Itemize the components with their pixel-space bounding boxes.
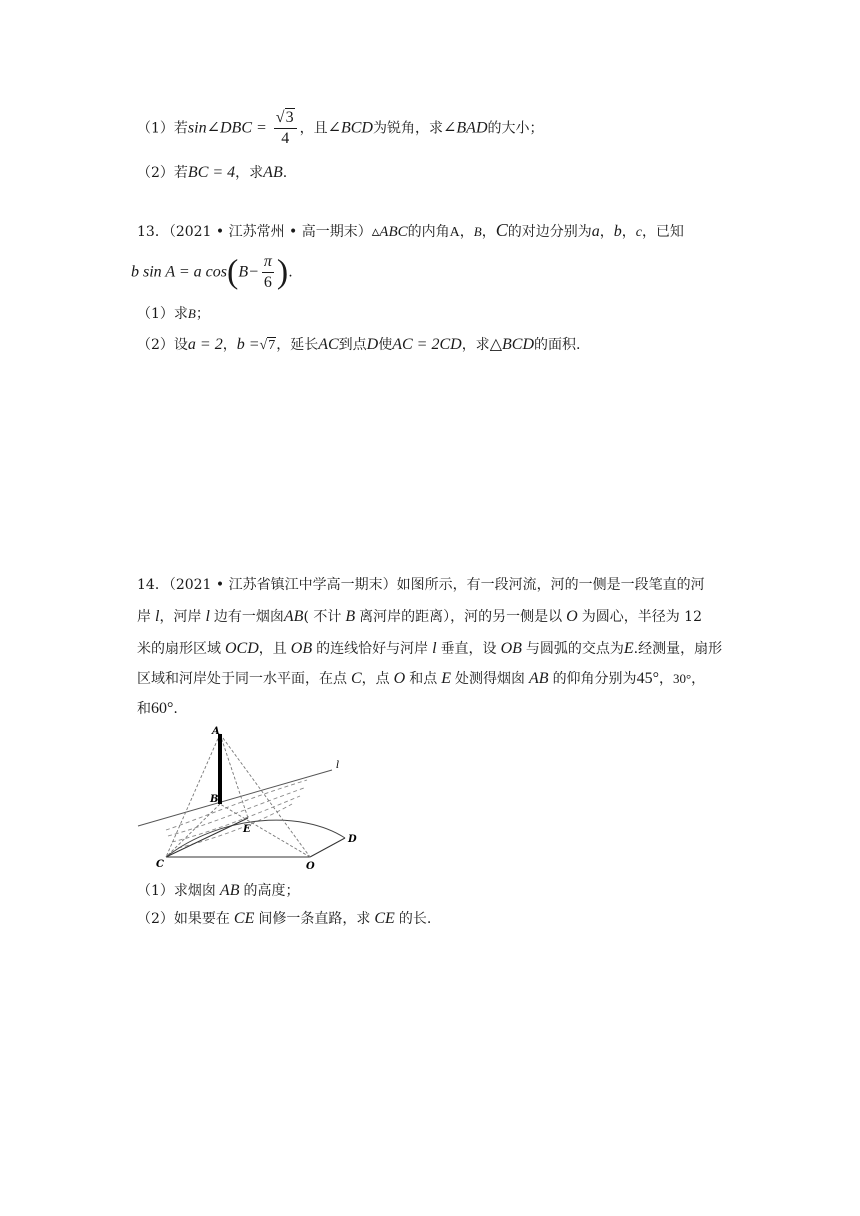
text-segment: ，求 <box>235 165 264 181</box>
var-AB: AB <box>215 882 244 899</box>
angle-bad: ∠BAD <box>442 119 488 137</box>
text-segment: 间修一条直路，求 <box>258 911 371 927</box>
text-segment: ，已知 <box>641 224 684 240</box>
var-l: l <box>201 608 214 625</box>
segment-BC <box>166 804 220 857</box>
sqrt-7: √7 <box>259 338 276 353</box>
river-dash-2 <box>168 788 304 836</box>
p12-part2 <box>137 162 287 182</box>
var-C: C <box>347 670 362 687</box>
var-c: c <box>635 225 642 240</box>
text-segment: 的连线恰好与河岸 <box>316 641 429 657</box>
fraction-pi-over-6 <box>262 252 274 293</box>
var-B: B <box>341 608 360 625</box>
text-segment: 边有一烟囱 <box>213 609 284 625</box>
a-equals-2: a = 2 <box>187 336 223 353</box>
var-OB: OB <box>496 640 526 657</box>
river-dash-3 <box>172 796 300 842</box>
p13-part2 <box>137 334 580 354</box>
text-segment: ， <box>459 224 474 240</box>
paren-close: ) <box>276 253 289 291</box>
text-segment: ( 不计 <box>303 609 342 625</box>
var-AC: AC <box>318 336 339 353</box>
sightline-AE <box>220 734 248 818</box>
label-B: B <box>210 794 219 805</box>
text-segment: 的长. <box>398 911 432 927</box>
text-segment: 的对边分别为 <box>507 224 592 240</box>
text-segment: ， <box>621 224 636 240</box>
p14-line1 <box>137 574 705 594</box>
text-segment: 为锐角，求 <box>372 120 443 137</box>
text-segment: ， <box>481 224 496 240</box>
triangle-abc: ▵ABC <box>371 224 408 240</box>
p14-part2-label: （2）如果要在 <box>137 911 230 927</box>
var-l: l <box>151 608 160 625</box>
segment-OD <box>310 838 345 857</box>
b-equals: b = <box>236 336 260 353</box>
ab-var: AB <box>263 164 283 181</box>
angle-30: 30° <box>672 671 692 686</box>
text-segment: ， <box>691 671 706 687</box>
var-CE: CE <box>229 910 259 927</box>
text-segment: . <box>173 701 178 717</box>
p14-line4 <box>137 668 705 688</box>
var-E: E <box>437 670 456 687</box>
text-segment: 和点 <box>409 671 438 687</box>
text-segment: ，延长 <box>276 337 319 353</box>
var-a: a <box>591 223 600 240</box>
var-OB: OB <box>286 640 317 657</box>
p14-text: 14．（2021 • 江苏省镇江中学高一期末）如图所示，有一段河流，河的一侧是一段笔直的河 <box>137 577 705 593</box>
text-segment: 的仰角分别为 <box>552 671 637 687</box>
var-E: E <box>623 640 634 657</box>
var-CE: CE <box>370 910 399 927</box>
text-segment: 到点 <box>338 337 367 353</box>
text-segment: 垂直，设 <box>440 641 497 657</box>
p14-part1 <box>137 880 299 900</box>
fraction-sqrt3-over-4: $\frac{√3}{4}$ <box>274 108 297 149</box>
paren-open: ( <box>227 253 239 291</box>
text-segment: . <box>288 264 293 281</box>
var-B: B <box>473 224 482 239</box>
bc-equals-4: BC = 4 <box>187 164 236 181</box>
label-O: O <box>306 861 315 872</box>
var-b: b <box>613 223 622 240</box>
equation-left: b sin A = a cos <box>131 263 227 281</box>
var-AB: AB <box>283 608 304 625</box>
text-segment: . <box>282 165 288 181</box>
text-segment: 区域和河岸处于同一水平面，在点 <box>137 671 347 687</box>
segment-CE <box>166 818 248 857</box>
triangle-bcd: △BCD <box>489 336 534 353</box>
text-segment: ，点 <box>361 671 390 687</box>
text-segment: ， <box>658 671 673 687</box>
text-segment: 的内角 <box>407 224 450 240</box>
text-segment: 岸 <box>137 609 151 625</box>
text-segment: 离河岸的距离），河的另一侧是以 <box>359 609 563 625</box>
text-segment: 米的扇形区域 <box>137 641 221 657</box>
text-segment: .经测量，扇形 <box>633 641 723 657</box>
angle-bcd: ∠BCD <box>327 119 373 137</box>
p14-line5 <box>137 698 178 718</box>
ac-equals-2cd: AC = 2CD <box>392 336 462 353</box>
p12-part1-label: （1）若 <box>137 120 188 137</box>
p13-part2-label: （2）设 <box>137 337 188 353</box>
text-segment: 与圆弧的交点为 <box>525 641 624 657</box>
p13-stem <box>137 220 684 241</box>
text-segment: ，且 <box>258 641 287 657</box>
river-chimney-figure <box>132 722 372 872</box>
river-dash-1 <box>166 780 307 830</box>
p13-equation <box>131 252 293 293</box>
text-segment: ，且 <box>299 120 328 137</box>
text-segment: ，求 <box>461 337 490 353</box>
text-segment: ， <box>222 337 237 353</box>
text-segment: 使 <box>378 337 393 353</box>
var-AB: AB <box>525 670 553 687</box>
text-segment: ， <box>599 224 614 240</box>
p14-line3 <box>137 638 722 658</box>
var-O: O <box>562 608 582 625</box>
fraction-denominator: 6 <box>263 274 272 291</box>
label-E: E <box>243 824 251 835</box>
text-segment: 的大小； <box>487 120 544 137</box>
text-segment: 为圆心，半径为 12 <box>581 609 702 625</box>
sqrt-radicand: 7 <box>268 338 276 353</box>
p13-part1 <box>137 303 210 323</box>
var-OCD: OCD <box>221 640 259 657</box>
sector-arc <box>166 820 345 857</box>
var-B: B <box>187 306 196 321</box>
text-segment: ； <box>195 306 210 322</box>
var-D: D <box>366 336 379 353</box>
label-C: C <box>156 859 164 870</box>
p14-line2 <box>137 606 702 626</box>
equation-inner: B− <box>238 263 259 281</box>
fraction-denominator: 4 <box>281 130 290 147</box>
var-C: C <box>495 220 508 240</box>
label-A: A <box>212 726 220 737</box>
text-segment: 处测得烟囱 <box>455 671 526 687</box>
label-D: D <box>348 834 357 845</box>
label-l: l <box>336 760 340 771</box>
var-l: l <box>428 640 441 657</box>
p14-part1-label: （1）求烟囱 <box>137 883 216 899</box>
p14-part2 <box>137 908 431 928</box>
angle-45: 45° <box>636 670 659 687</box>
angle-60: 60° <box>151 700 174 717</box>
equals-sign: = <box>252 119 271 137</box>
p13-part1-label: （1）求 <box>137 306 188 322</box>
text-segment: ，河岸 <box>159 609 202 625</box>
p13-header: 13．（2021 • 江苏常州 • 高一期末） <box>137 224 372 240</box>
var-O: O <box>389 670 410 687</box>
text-segment: 的高度； <box>243 883 300 899</box>
sqrt-radicand: 3 <box>285 109 294 126</box>
sin-dbc-expr: sin∠DBC <box>187 119 252 137</box>
fraction-numerator: π <box>262 252 274 273</box>
sightline-AO <box>220 734 310 857</box>
p12-part2-label: （2）若 <box>137 165 188 181</box>
p12-part1 <box>137 108 544 149</box>
var-A: A <box>449 225 460 240</box>
text-segment: 和 <box>137 701 151 717</box>
river-dash-4 <box>178 804 292 848</box>
text-segment: 的面积. <box>534 337 581 353</box>
